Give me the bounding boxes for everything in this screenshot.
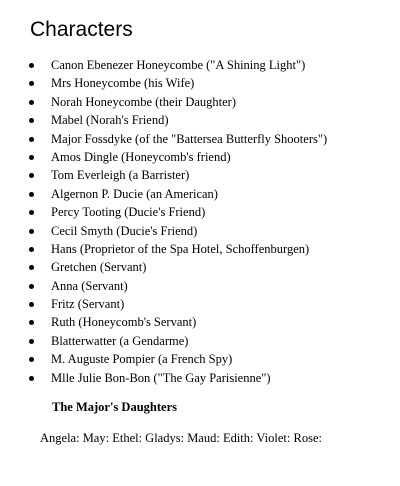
bullet-icon (29, 100, 34, 105)
character-name: Hans (Proprietor of the Spa Hotel, Schoffenburgen) (51, 241, 310, 256)
bullet-icon (29, 81, 34, 86)
bullet-icon (29, 339, 34, 344)
page-title: Characters (30, 18, 133, 41)
bullet-icon (29, 137, 34, 142)
bullet-icon (29, 155, 34, 160)
character-name: M. Auguste Pompier (a French Spy) (51, 352, 233, 367)
bullet-icon (29, 284, 34, 289)
bullet-icon (29, 192, 34, 197)
character-name: Mabel (Norah's Friend) (51, 113, 169, 128)
bullet-icon (29, 229, 34, 234)
daughters-list: Angela: May: Ethel: Gladys: Maud: Edith: Violet: Rose: (40, 431, 322, 445)
character-name: Gretchen (Servant) (51, 260, 147, 275)
character-name: Canon Ebenezer Honeycombe ("A Shining Light") (51, 58, 306, 72)
bullet-icon (29, 63, 34, 68)
bullet-icon (29, 357, 34, 362)
character-name: Mlle Julie Bon-Bon ("The Gay Parisienne") (51, 370, 271, 385)
bullet-icon (29, 210, 34, 215)
character-name: Amos Dingle (Honeycomb's friend) (51, 149, 231, 164)
bullet-icon (29, 265, 34, 270)
character-name: Major Fossdyke (of the "Battersea Butterfly Shooters") (51, 131, 328, 146)
bullet-icon (29, 302, 34, 307)
character-name: Tom Everleigh (a Barrister) (51, 168, 190, 183)
character-name: Mrs Honeycombe (his Wife) (51, 76, 195, 91)
character-name: Norah Honeycombe (their Daughter) (51, 94, 236, 109)
bullet-icon (29, 247, 34, 252)
character-name: Percy Tooting (Ducie's Friend) (51, 205, 206, 220)
daughters-heading: The Major's Daughters (52, 400, 177, 414)
character-name: Fritz (Servant) (51, 297, 125, 312)
character-name: Anna (Servant) (51, 278, 128, 293)
bullet-icon (29, 118, 34, 123)
character-name: Algernon P. Ducie (an American) (51, 186, 218, 201)
character-name: Ruth (Honeycomb's Servant) (51, 315, 197, 330)
bullet-icon (29, 320, 34, 325)
character-name: Cecil Smyth (Ducie's Friend) (51, 223, 198, 238)
character-name: Blatterwatter (a Gendarme) (51, 333, 189, 348)
bullet-icon (29, 376, 34, 381)
bullet-icon (29, 173, 34, 178)
